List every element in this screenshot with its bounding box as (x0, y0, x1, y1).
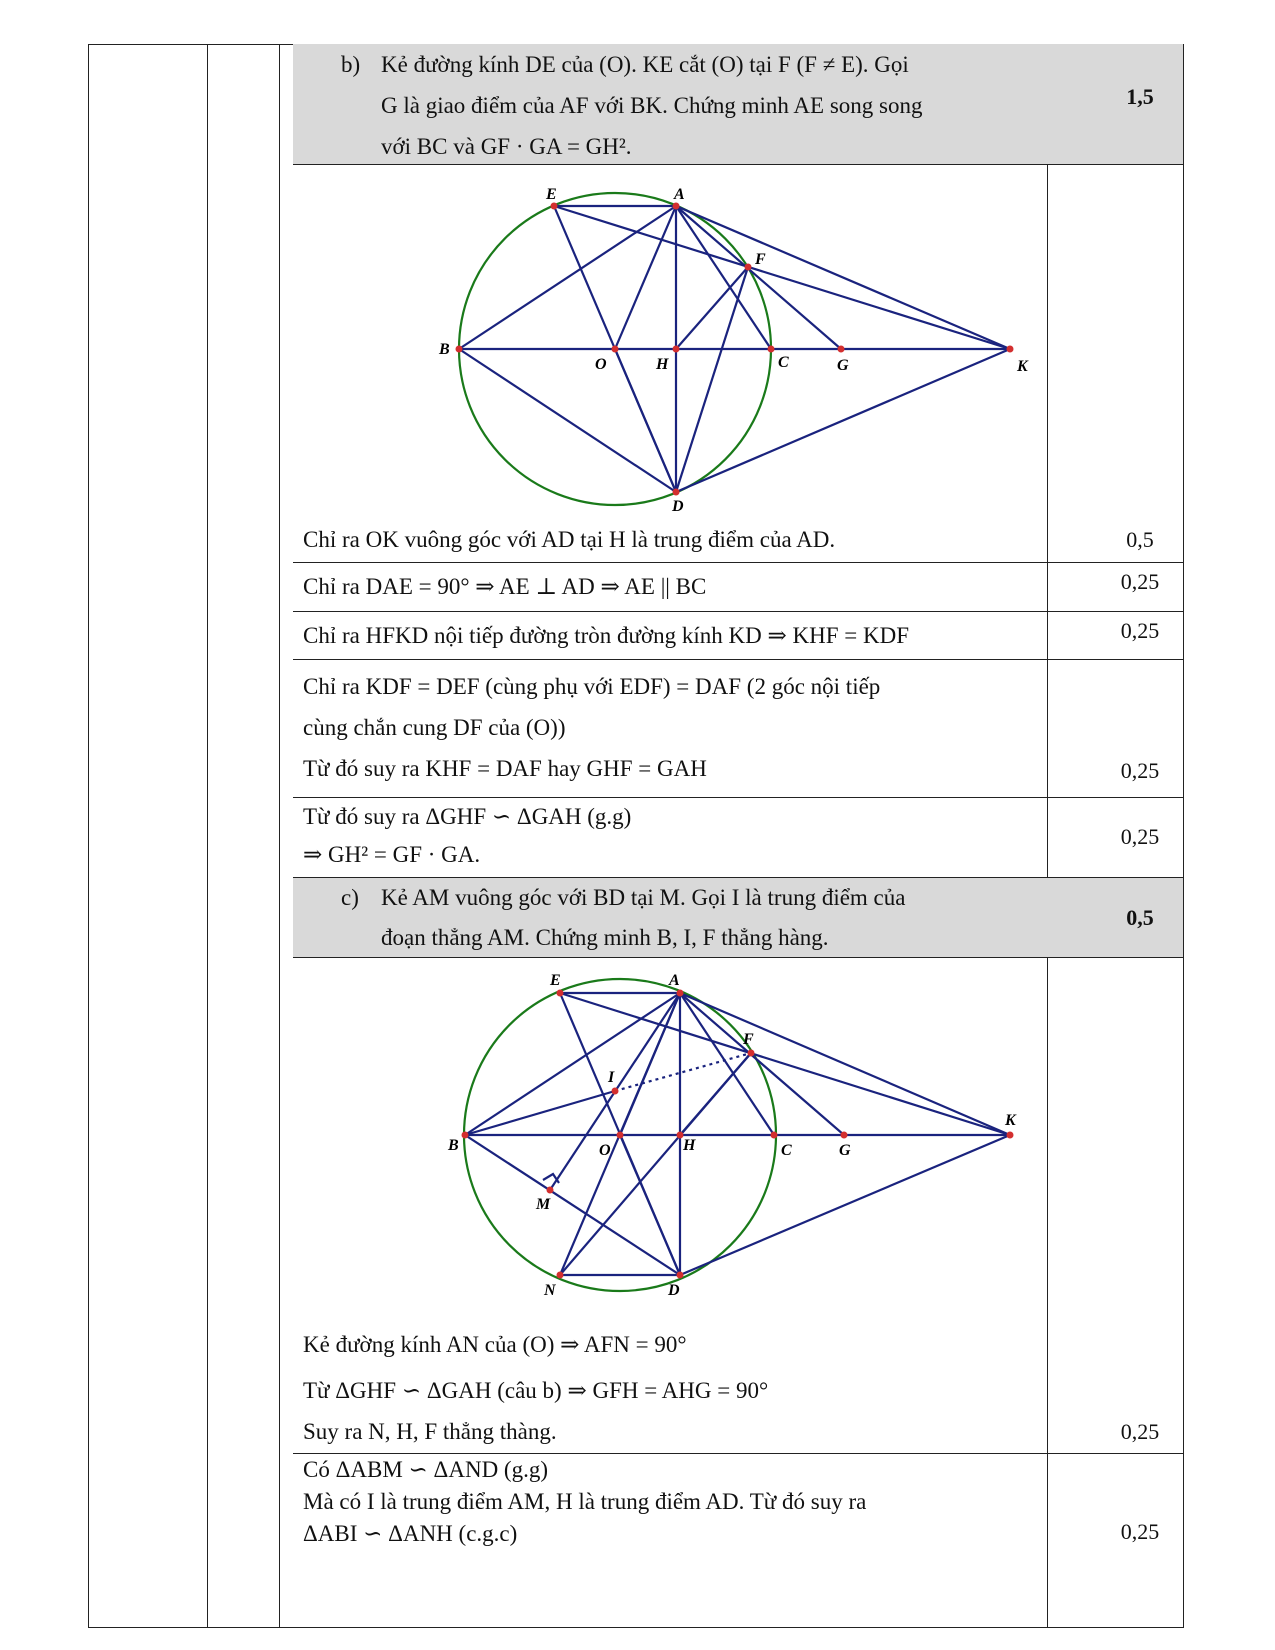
step-b-2: Chỉ ra DAE = 90° ⇒ AE ⊥ AD ⇒ AE || BC (303, 574, 707, 599)
label-g: G (837, 357, 849, 374)
part-b-question (293, 44, 1097, 164)
step-b-1-score: 0,5 (1126, 527, 1154, 552)
column-divider (279, 45, 280, 1627)
part-c-header (293, 877, 1183, 957)
label-c: C (778, 354, 789, 371)
label-h: H (656, 356, 669, 373)
step-b-5-row (293, 797, 1183, 877)
answer-table (88, 44, 1184, 1628)
label-b: B (439, 341, 450, 358)
step-b-2-row (293, 562, 1183, 611)
step-c-2-line-1: Có ΔABM ∽ ΔAND (g.g) (303, 1457, 548, 1482)
column-divider (207, 45, 208, 1627)
step-b-4-line-1: Chỉ ra KDF = DEF (cùng phụ với EDF) = DAF (2 góc nội tiếp (303, 674, 881, 699)
part-c-line-1: Kẻ AM vuông góc với BD tại M. Gọi I là trung điểm của (381, 885, 906, 910)
step-c-1-line-1: Kẻ đường kính AN của (O) ⇒ AFN = 90° (303, 1332, 687, 1357)
part-b-score: 1,5 (1126, 84, 1154, 109)
step-b-5-line-1: Từ đó suy ra ΔGHF ∽ ΔGAH (g.g) (303, 804, 632, 829)
step-b-4-score: 0,25 (1120, 758, 1160, 783)
part-b-line-2: G là giao điểm của AF với BK. Chứng minh AE song song (381, 93, 923, 118)
step-c-1-line-3: Suy ra N, H, F thẳng thàng. (303, 1419, 557, 1444)
step-c-1-score: 0,25 (1120, 1419, 1160, 1444)
step-b-4-row (293, 659, 1183, 797)
part-b-label: b) (341, 52, 361, 77)
part-c-label: c) (341, 885, 359, 910)
part-c-question (293, 878, 1097, 958)
label-o: O (595, 356, 607, 373)
step-c-2-line-3: ΔABI ∽ ΔANH (c.g.c) (303, 1521, 518, 1546)
part-b-line-1: Kẻ đường kính DE của (O). KE cắt (O) tại F (F ≠ E). Gọi (381, 52, 909, 77)
step-b-4 (293, 666, 1097, 789)
label-h: H (683, 1137, 696, 1154)
geometry-figure-2 (363, 964, 1016, 1309)
label-g: G (839, 1142, 851, 1159)
label-d: D (672, 498, 684, 515)
label-e: E (546, 186, 557, 203)
step-c-2-score: 0,25 (1120, 1519, 1160, 1544)
label-k: K (1017, 358, 1028, 375)
label-n: N (544, 1282, 556, 1299)
label-d: D (668, 1282, 680, 1299)
step-c-1 (293, 1322, 1097, 1450)
step-b-4-line-2: cùng chắn cung DF của (O)) (303, 715, 566, 740)
step-c-2-line-2: Mà có I là trung điểm AM, H là trung điểm AD. Từ đó suy ra (303, 1489, 867, 1514)
step-c-2-row (293, 1453, 1183, 1629)
part-c-line-2: đoạn thẳng AM. Chứng minh B, I, F thẳng hàng. (381, 925, 829, 950)
step-b-4-line-3: Từ đó suy ra KHF = DAF hay GHF = GAH (303, 756, 707, 781)
step-b-3-row (293, 611, 1183, 659)
label-c: C (781, 1142, 792, 1159)
segments (465, 993, 1010, 1275)
step-b-1: Chỉ ra OK vuông góc với AD tại H là trung điểm của AD. (303, 527, 836, 552)
step-b-5 (293, 798, 1097, 874)
label-e: E (550, 972, 561, 989)
geometry-figure-1 (363, 169, 1028, 515)
part-c-score: 0,5 (1126, 905, 1154, 930)
step-b-3: Chỉ ra HFKD nội tiếp đường tròn đường kính KD ⇒ KHF = KDF (303, 623, 910, 648)
label-f: F (743, 1031, 754, 1048)
label-k: K (1005, 1112, 1016, 1129)
step-b-5-line-2: ⇒ GH² = GF · GA. (303, 842, 481, 867)
label-a: A (669, 972, 680, 989)
label-b: B (448, 1137, 459, 1154)
step-c-1-line-2: Từ ΔGHF ∽ ΔGAH (câu b) ⇒ GFH = AHG = 90° (303, 1378, 769, 1403)
step-b-3-score: 0,25 (1120, 618, 1160, 643)
figure-1-row (293, 164, 1183, 562)
label-a: A (674, 186, 685, 203)
label-f: F (755, 251, 766, 268)
step-b-2-score: 0,25 (1120, 569, 1160, 594)
part-b-header (293, 44, 1183, 164)
step-c-2 (293, 1454, 1097, 1550)
part-b-line-3: với BC và GF · GA = GH². (381, 134, 632, 159)
label-m: M (536, 1196, 551, 1213)
label-o: O (599, 1142, 611, 1159)
step-b-5-score: 0,25 (1120, 824, 1160, 849)
label-i: I (608, 1069, 615, 1086)
figure-2-row (293, 957, 1183, 1453)
